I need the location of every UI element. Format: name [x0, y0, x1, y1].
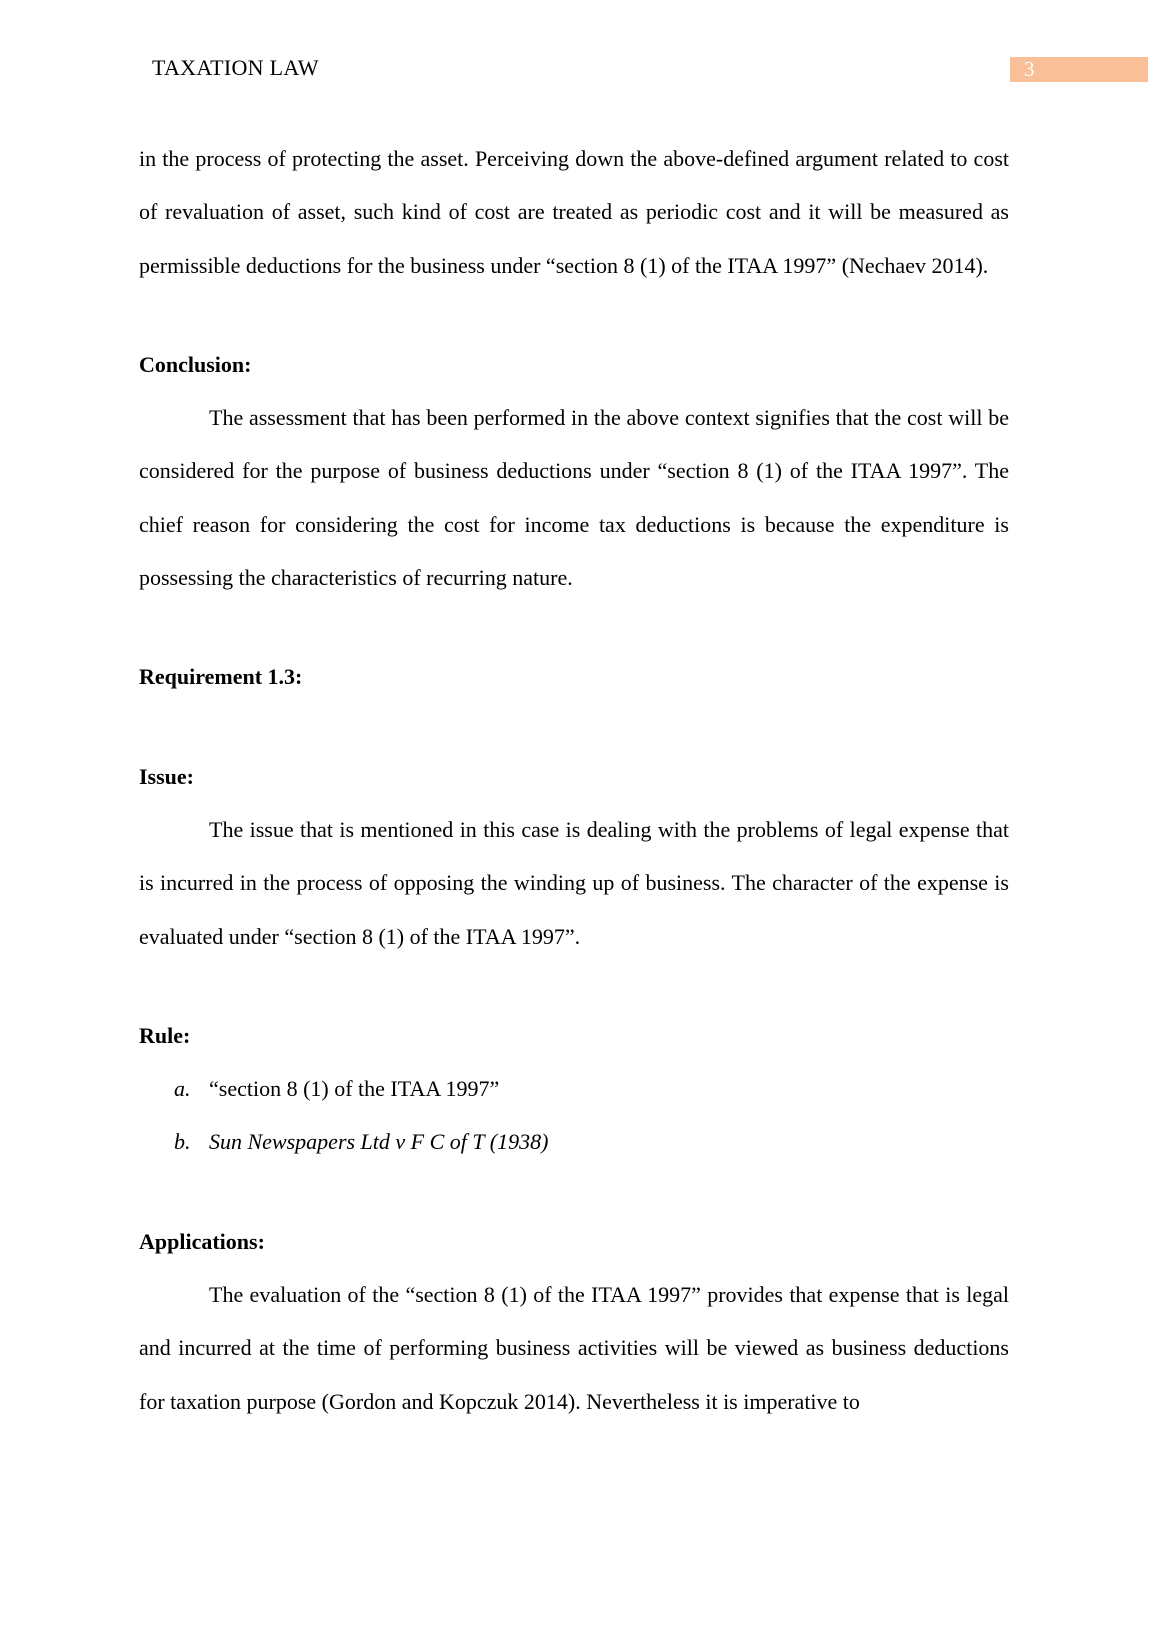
- rule-item-text: Sun Newspapers Ltd v F C of T (1938): [209, 1129, 549, 1155]
- rule-list-item: [139, 1062, 1009, 1115]
- requirement-heading: Requirement 1.3:: [139, 664, 303, 690]
- rule-list: [139, 1062, 1009, 1169]
- section-gap: [139, 963, 1009, 1009]
- applications-paragraph: The evaluation of the “section 8 (1) of the ITAA 1997” provides that expense that is legal and incurred at the time of performing business activities will be viewed as business deductions for taxation purpose (Gordon and Kopczuk 2014). Nevertheless it is imperative to: [139, 1282, 1009, 1414]
- issue-paragraph: The issue that is mentioned in this case is dealing with the problems of legal expense that is incurred in the process of opposing the winding up of business. The character of the expense is evaluated under “section 8 (1) of the ITAA 1997”.: [139, 816, 1009, 949]
- section-gap: [139, 604, 1009, 650]
- list-marker: b.: [174, 1129, 191, 1155]
- page-number: 3: [1024, 57, 1035, 81]
- section-gap: [139, 1169, 1009, 1215]
- section-gap: [139, 704, 1009, 750]
- running-header-title: TAXATION LAW: [152, 55, 319, 80]
- section-gap: [139, 292, 1009, 338]
- page-number-badge: [1010, 57, 1148, 82]
- document-body: [139, 132, 1009, 1428]
- applications-heading: Applications:: [139, 1228, 265, 1254]
- issue-heading: Issue:: [139, 763, 195, 789]
- intro-paragraph: in the process of protecting the asset. Perceiving down the above-defined argument related to cost of revaluation of asset, such kind of cost are treated as periodic cost and it will be measured as permissible deductions for the business under “section 8 (1) of the ITAA 1997” (Nechaev 2014).: [139, 146, 1009, 278]
- rule-list-item: [139, 1115, 1009, 1168]
- conclusion-heading: Conclusion:: [139, 351, 252, 377]
- rule-item-text: “section 8 (1) of the ITAA 1997”: [209, 1076, 500, 1102]
- rule-heading: Rule:: [139, 1022, 191, 1048]
- conclusion-paragraph: The assessment that has been performed in the above context signifies that the cost will be considered for the purpose of business deductions under “section 8 (1) of the ITAA 1997”. The chief reason for considering the cost for income tax deductions is because the expenditure is possessing the characteristics of recurring nature.: [139, 405, 1009, 591]
- list-marker: a.: [174, 1076, 191, 1102]
